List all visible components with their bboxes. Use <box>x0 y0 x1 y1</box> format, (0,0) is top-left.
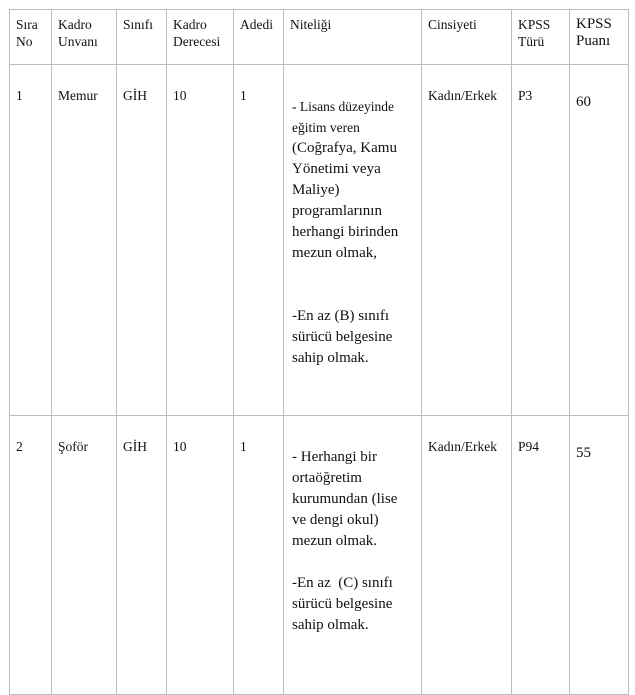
header-kpss-turu: KPSS Türü <box>512 10 570 65</box>
header-adedi: Adedi <box>234 10 284 65</box>
nitelik-line: - Herhangi bir <box>292 449 377 465</box>
cell-kadro-unvani: Şoför <box>52 416 117 695</box>
header-cinsiyeti: Cinsiyeti <box>422 10 512 65</box>
header-sira-no: Sıra No <box>10 10 52 65</box>
nitelik-line: (Coğrafya, Kamu <box>292 140 397 156</box>
cell-kpss-turu: P94 <box>512 416 570 695</box>
cell-sinifi: GİH <box>117 65 167 416</box>
nitelik-line: eğitim veren <box>292 120 360 135</box>
header-kadro-derecesi: Kadro Derecesi <box>167 10 234 65</box>
cell-cinsiyeti: Kadın/Erkek <box>422 416 512 695</box>
cell-cinsiyeti: Kadın/Erkek <box>422 65 512 416</box>
nitelik-line: programlarının <box>292 203 382 219</box>
nitelik-line: ve dengi okul) <box>292 512 379 528</box>
cell-kpss-turu: P3 <box>512 65 570 416</box>
cell-sira-no: 2 <box>10 416 52 695</box>
cell-kadro-unvani: Memur <box>52 65 117 416</box>
nitelik-line: mezun olmak, <box>292 245 377 261</box>
cell-kpss-puani: 55 <box>570 416 629 695</box>
header-niteligi: Niteliği <box>284 10 422 65</box>
cell-kadro-derecesi: 10 <box>167 65 234 416</box>
nitelik-line: - Lisans düzeyinde <box>292 99 394 114</box>
header-kadro-unvani: Kadro Unvanı <box>52 10 117 65</box>
cell-niteligi <box>284 65 422 416</box>
positions-table <box>9 9 629 695</box>
nitelik-line: herhangi birinden <box>292 224 399 240</box>
nitelik-line: kurumundan (lise <box>292 491 398 507</box>
nitelik-line: Maliye) <box>292 182 340 198</box>
nitelik-line: -En az (C) sınıfı <box>292 575 393 591</box>
header-row <box>10 10 629 65</box>
cell-adedi: 1 <box>234 65 284 416</box>
cell-adedi: 1 <box>234 416 284 695</box>
header-sinifi: Sınıfı <box>117 10 167 65</box>
cell-kpss-puani: 60 <box>570 65 629 416</box>
table-row <box>10 416 629 695</box>
nitelik-line: ortaöğretim <box>292 470 362 486</box>
nitelik-line: Yönetimi veya <box>292 161 381 177</box>
cell-sinifi: GİH <box>117 416 167 695</box>
table-row <box>10 65 629 416</box>
cell-sira-no: 1 <box>10 65 52 416</box>
cell-niteligi <box>284 416 422 695</box>
header-kpss-puani: KPSS Puanı <box>570 10 629 65</box>
cell-kadro-derecesi: 10 <box>167 416 234 695</box>
nitelik-line: sahip olmak. <box>292 617 369 633</box>
nitelik-line: sürücü belgesine <box>292 329 393 345</box>
nitelik-line: sürücü belgesine <box>292 596 393 612</box>
nitelik-line: sahip olmak. <box>292 350 369 366</box>
nitelik-line: mezun olmak. <box>292 533 377 549</box>
nitelik-line: -En az (B) sınıfı <box>292 308 390 324</box>
